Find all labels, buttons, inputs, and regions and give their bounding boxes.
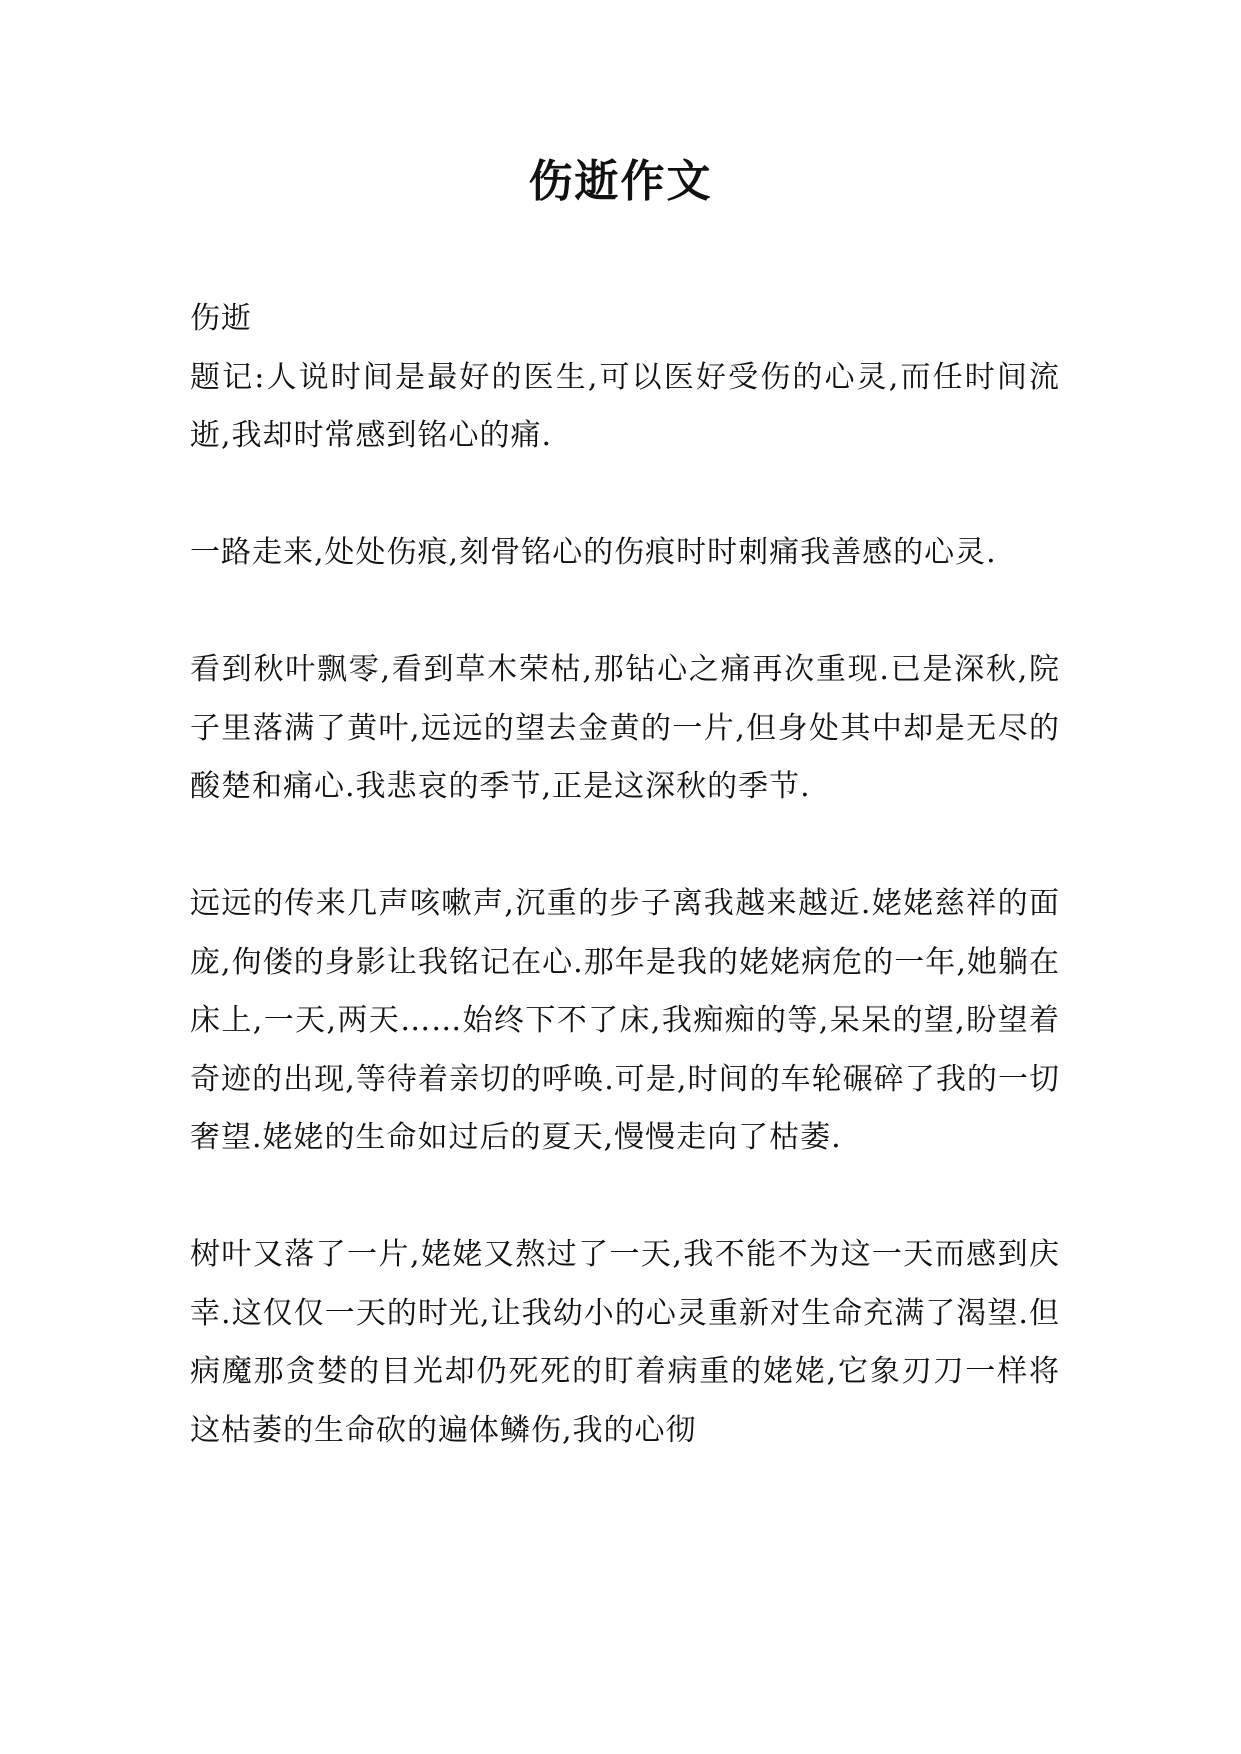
document-title: 伤逝作文 bbox=[528, 156, 713, 207]
body-paragraph: 看到秋叶飘零,看到草木荣枯,那钻心之痛再次重现.已是深秋,院子里落满了黄叶,远远的望去金黄的一片,但身处其中却是无尽的酸楚和痛心.我悲哀的季节,正是这深秋的季节. bbox=[190, 652, 1060, 804]
paragraph-spacer bbox=[190, 1168, 1060, 1227]
paragraph-spacer bbox=[190, 466, 1060, 525]
paragraph-spacer bbox=[190, 817, 1060, 876]
body-paragraph: 一路走来,处处伤痕,刻骨铭心的伤痕时时刺痛我善感的心灵. bbox=[190, 535, 997, 570]
body-paragraph: 树叶又落了一片,姥姥又熬过了一天,我不能不为这一天而感到庆幸.这仅仅一天的时光,让我幼小的心灵重新对生命充满了渴望.但病魔那贪婪的目光却仍死死的盯着病重的姥姥,它象刃刀一样将这枯萎的生命砍的遍体鳞伤,我的心彻 bbox=[190, 1237, 1060, 1448]
subtitle-paragraph: 伤逝 bbox=[190, 301, 252, 336]
document-body bbox=[190, 290, 1060, 1460]
epigraph-paragraph: 题记:人说时间是最好的医生,可以医好受伤的心灵,而任时间流逝,我却时常感到铭心的痛. bbox=[190, 359, 1060, 453]
body-paragraph: 远远的传来几声咳嗽声,沉重的步子离我越来越近.姥姥慈祥的面庞,佝偻的身影让我铭记在心.那年是我的姥姥病危的一年,她躺在床上,一天,两天……始终下不了床,我痴痴的等,呆呆的望,盼望着奇迹的出现,等待着亲切的呼唤.可是,时间的车轮碾碎了我的一切奢望.姥姥的生命如过后的夏天,慢慢走向了枯萎. bbox=[190, 886, 1060, 1155]
paragraph-spacer bbox=[190, 583, 1060, 642]
